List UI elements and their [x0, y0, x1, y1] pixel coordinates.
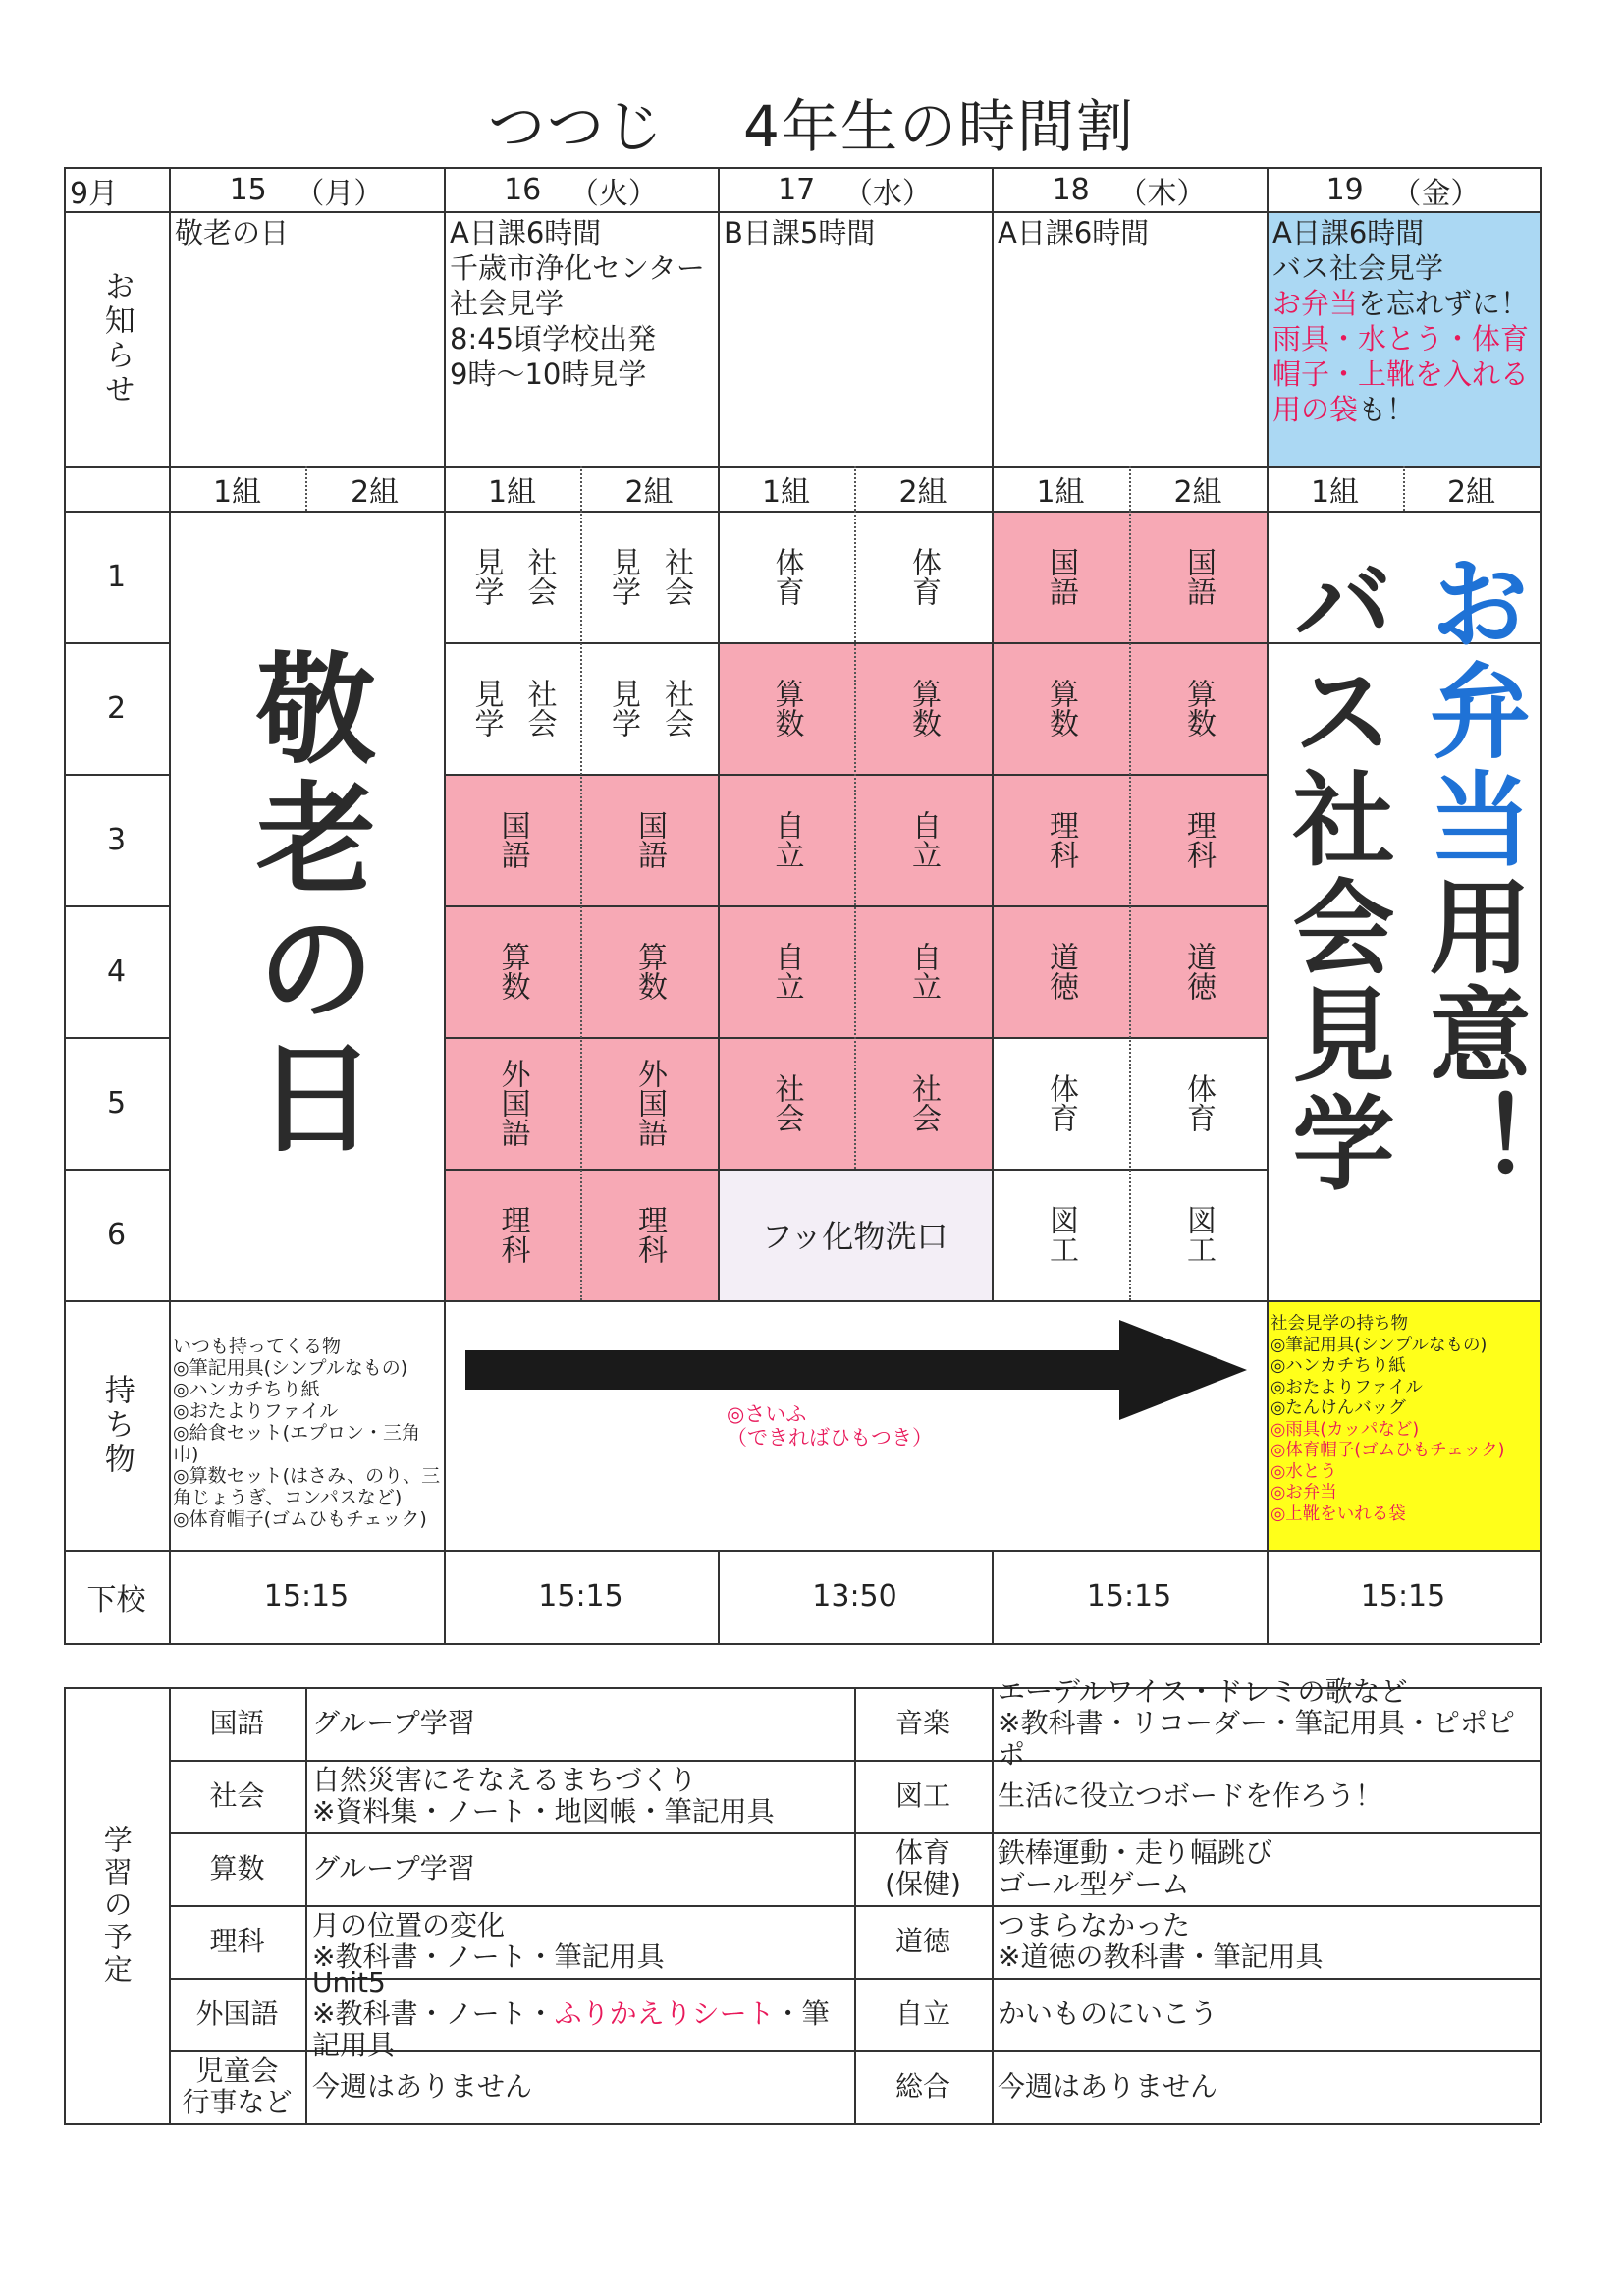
dismissal-fri: 15:15: [1360, 1579, 1446, 1613]
tue-c2-p2: 社会 見学: [606, 679, 693, 738]
thu-c1-p6: 図工: [1044, 1205, 1078, 1264]
plan-text-japanese: グループ学習: [312, 1707, 475, 1739]
belongings-fri: 社会見学の持ち物 ◎筆記用具(シンプルなもの) ◎ハンカチちり紙 ◎おたよりファイル ◎たんけんバッグ ◎雨具(カッパなど) ◎体育帽子(ゴムひもチェック) ◎水とう ◎お弁当 ◎上靴をいれる袋: [1271, 1314, 1505, 1524]
wed-c2-p5: 社会: [906, 1073, 941, 1132]
dismissal-row-label: 下校: [86, 1582, 146, 1617]
page-title: [0, 81, 1623, 163]
class-2-tue: 2組: [624, 474, 674, 510]
thu-c2-p4: 道徳: [1181, 942, 1216, 1001]
tue-c1-p1: 社会 見学: [468, 547, 557, 606]
thu-c1-p2: 算数: [1044, 679, 1078, 738]
tue-c2-p3: 国語: [632, 810, 667, 869]
thu-c2-p5: 体育: [1181, 1073, 1216, 1132]
dismissal-wed: 13:50: [812, 1579, 897, 1613]
wed-c2-p4: 自立: [906, 942, 941, 1001]
period-1: 1: [106, 559, 127, 594]
wed-c1-p3: 自立: [769, 810, 804, 869]
plan-text-independence: かいものにいこう: [998, 1997, 1218, 2030]
class-2-fri: 2組: [1446, 474, 1496, 510]
holiday-banner: 敬老の日: [236, 646, 376, 1165]
wed-c2-p3: 自立: [906, 810, 941, 869]
class-1-fri: 1組: [1310, 474, 1360, 510]
plan-subject-social: 社会: [209, 1779, 265, 1812]
fri-bus-trip-banner: バス社会見学: [1274, 550, 1395, 1198]
dismissal-mon: 15:15: [263, 1579, 350, 1613]
day-header-mon: 15 （月）: [229, 173, 384, 211]
belongings-mon: いつも持ってくる物 ◎筆記用具(シンプルなもの) ◎ハンカチちり紙 ◎おたよりファイル ◎給食セット(エプロン・三角巾) ◎算数セット(はさみ、のり、三角じょうぎ、コンパスなど) ◎体育帽子(ゴムひもチェック): [173, 1336, 441, 1530]
belongings-row-label: 持ち物: [98, 1373, 135, 1477]
month-label: 9月: [70, 176, 119, 211]
notice-wed: B日課5時間: [724, 216, 876, 249]
period-2: 2: [106, 690, 127, 726]
plan-text-english: Unit5 ※教科書・ノート・ふりかえりシート・筆記用具: [312, 1966, 830, 2061]
day-header-fri: 19 （金）: [1325, 173, 1481, 211]
period-3: 3: [106, 822, 127, 857]
plan-subject-moral: 道徳: [894, 1925, 950, 1957]
plan-text-moral: つまらなかった ※道徳の教科書・筆記用具: [998, 1909, 1324, 1973]
plan-subject-english: 外国語: [195, 1997, 279, 2030]
plan-subject-art: 図工: [894, 1779, 950, 1812]
wed-c2-p2: 算数: [906, 679, 941, 738]
plan-text-math: グループ学習: [312, 1852, 475, 1885]
plan-text-events: 今週はありません: [312, 2070, 533, 2103]
class-1-tue: 1組: [487, 474, 537, 510]
class-name: つつじ: [488, 93, 666, 160]
class-2-wed: 2組: [898, 474, 947, 510]
tue-c1-p6: 理科: [495, 1205, 530, 1264]
plan-text-integrated: 今週はありません: [998, 2070, 1218, 2103]
notice-fri: A日課6時間 バス社会見学 お弁当を忘れずに！ 雨具・水とう・体育帽子・上靴を入れる用の袋も！: [1272, 216, 1530, 426]
thu-c1-p3: 理科: [1044, 810, 1078, 869]
plan-row-label: 学習の予定: [99, 1824, 134, 1987]
wed-c1-p1: 体育: [769, 547, 804, 606]
plan-subject-music: 音楽: [894, 1707, 950, 1739]
period-5: 5: [106, 1085, 127, 1121]
thu-c2-p6: 図工: [1181, 1205, 1216, 1264]
class-2-thu: 2組: [1173, 474, 1222, 510]
period-4: 4: [106, 954, 127, 989]
day-header-wed: 17 （水）: [778, 173, 932, 211]
thu-c1-p5: 体育: [1044, 1073, 1078, 1132]
plan-text-pe: 鉄棒運動・走り幅跳び ゴール型ゲーム: [998, 1836, 1273, 1900]
tue-c2-p4: 算数: [632, 942, 667, 1001]
belongings-wed: ◎さいふ （できればひもつき）: [727, 1402, 933, 1449]
plan-text-science: 月の位置の変化 ※教科書・ノート・筆記用具: [312, 1909, 665, 1973]
thu-c2-p3: 理科: [1181, 810, 1216, 869]
tue-c2-p5: 外国語: [632, 1059, 667, 1147]
notice-tue: A日課6時間 千歳市浄化センター 社会見学 8:45頃学校出発 9時～10時見学: [450, 216, 705, 391]
class-1-thu: 1組: [1036, 474, 1085, 510]
thu-c2-p1: 国語: [1181, 547, 1216, 606]
plan-text-art: 生活に役立つボードを作ろう！: [998, 1779, 1383, 1812]
wed-p6-fluoride: フッ化物洗口: [761, 1218, 948, 1255]
plan-subject-pe: 体育 (保健): [885, 1836, 961, 1900]
wed-c2-p1: 体育: [906, 547, 941, 606]
notice-mon: 敬老の日: [175, 216, 290, 249]
class-2-mon: 2組: [350, 474, 400, 510]
plan-text-music: エーデルワイス・ドレミの歌など ※教科書・リコーダー・筆記用具・ピポピポ: [998, 1675, 1515, 1771]
plan-subject-events: 児童会 行事など: [182, 2054, 293, 2118]
class-1-mon: 1組: [212, 474, 262, 510]
tue-c1-p3: 国語: [495, 810, 530, 869]
tue-c2-p1: 社会 見学: [606, 547, 693, 606]
wed-c1-p4: 自立: [769, 942, 804, 1001]
plan-subject-integrated: 総合: [894, 2070, 950, 2103]
thu-c2-p2: 算数: [1181, 679, 1216, 738]
plan-subject-science: 理科: [209, 1925, 265, 1957]
tue-c1-p5: 外国語: [495, 1059, 530, 1147]
plan-subject-japanese: 国語: [209, 1707, 265, 1739]
dismissal-thu: 15:15: [1086, 1579, 1172, 1613]
timetable-heading: 4年生の時間割: [743, 93, 1135, 160]
tue-c1-p2: 社会 見学: [468, 679, 557, 738]
thu-c1-p4: 道徳: [1044, 942, 1078, 1001]
wed-c1-p5: 社会: [769, 1073, 804, 1132]
plan-subject-math: 算数: [209, 1852, 265, 1885]
plan-text-social: 自然災害にそなえるまちづくり ※資料集・ノート・地図帳・筆記用具: [312, 1764, 775, 1828]
fri-lunch-banner: お弁当用意！: [1411, 550, 1532, 1198]
notice-row-label: お知らせ: [98, 270, 135, 408]
wed-c1-p2: 算数: [769, 679, 804, 738]
tue-c2-p6: 理科: [632, 1205, 667, 1264]
plan-subject-independence: 自立: [894, 1997, 950, 2030]
notice-thu: A日課6時間: [998, 216, 1150, 249]
dismissal-tue: 15:15: [538, 1579, 623, 1613]
day-header-tue: 16 （火）: [504, 173, 658, 211]
tue-c1-p4: 算数: [495, 942, 530, 1001]
class-1-wed: 1組: [761, 474, 811, 510]
period-6: 6: [106, 1217, 127, 1252]
thu-c1-p1: 国語: [1044, 547, 1078, 606]
day-header-thu: 18 （木）: [1052, 173, 1207, 211]
